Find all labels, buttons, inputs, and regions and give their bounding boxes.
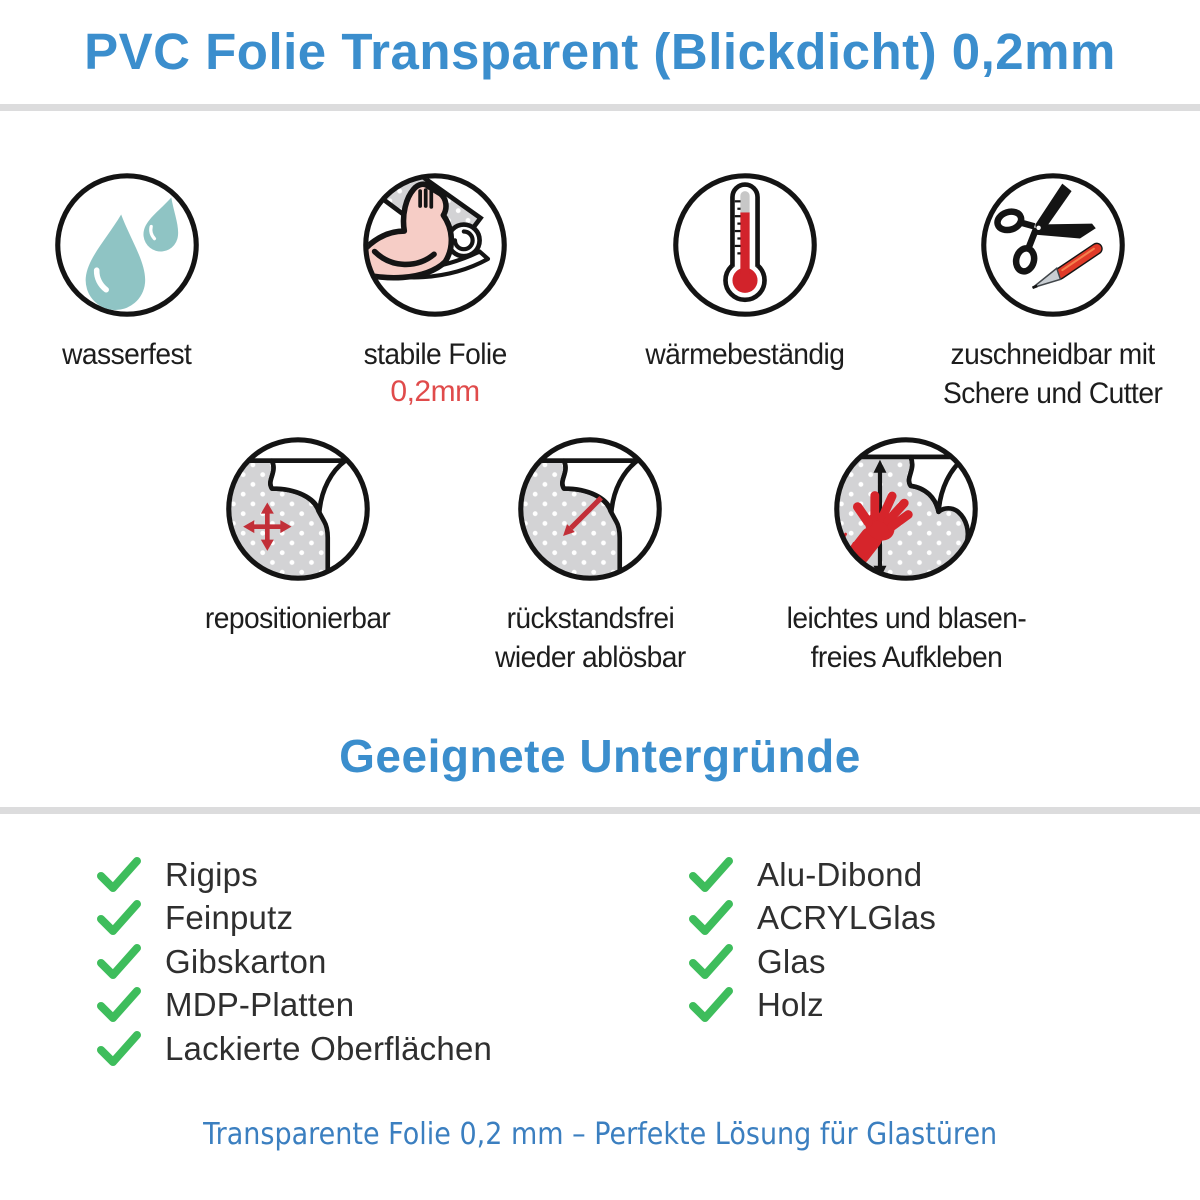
list-item-label: Holz <box>757 986 824 1024</box>
feature-label: wasserfest <box>62 338 192 371</box>
list-item <box>96 1027 492 1071</box>
list-item <box>688 897 936 941</box>
feature-heat-resistant <box>595 166 895 374</box>
feature-label: wärmebeständig <box>645 338 845 371</box>
list-item-label: Lackierte Oberflächen <box>165 1029 493 1067</box>
feature-sublabel: 0,2mm <box>390 375 480 408</box>
feature-label: repositionierbar <box>205 602 391 635</box>
checkmark-icon <box>96 855 142 895</box>
list-item-label: Gibskarton <box>165 942 327 980</box>
checkmark-icon <box>688 898 734 938</box>
list-item-label: Feinputz <box>165 899 294 937</box>
list-item <box>96 853 492 897</box>
list-item-label: Rigips <box>165 855 258 893</box>
list-item <box>96 940 492 984</box>
feature-stable-foil <box>285 166 585 410</box>
water-drops-icon <box>48 166 206 324</box>
foil-peel-icon <box>511 430 669 588</box>
feature-repositionable <box>148 430 448 638</box>
divider-top <box>0 104 1200 111</box>
foil-reposition-icon <box>219 430 377 588</box>
list-item-label: Glas <box>757 942 826 980</box>
checkmark-icon <box>688 985 734 1025</box>
feature-label: stabile Folie <box>363 338 507 371</box>
checkmark-icon <box>688 942 734 982</box>
checkmark-icon <box>96 1029 142 1069</box>
list-item <box>96 984 492 1028</box>
list-item-label: Alu-Dibond <box>757 855 923 893</box>
substrates-column-right <box>688 853 936 1027</box>
muscle-foil-icon <box>356 166 514 324</box>
checkmark-icon <box>96 942 142 982</box>
feature-label: zuschneidbar mit Schere und Cutter <box>943 338 1163 410</box>
list-item-label: ACRYLGlas <box>757 899 937 937</box>
list-item <box>96 897 492 941</box>
feature-bubble-free <box>756 430 1056 677</box>
foil-apply-hand-icon <box>827 430 985 588</box>
feature-label: leichtes und blasen- freies Aufkleben <box>786 602 1026 674</box>
substrates-heading: Geeignete Untergründe <box>339 730 861 782</box>
feature-label: rückstandsfrei wieder ablösbar <box>494 602 686 674</box>
substrates-column-left <box>96 853 492 1071</box>
scissors-cutter-icon <box>974 166 1132 324</box>
list-item-label: MDP-Platten <box>165 986 355 1024</box>
divider-middle <box>0 807 1200 814</box>
feature-cuttable <box>903 166 1200 413</box>
feature-residue-free <box>440 430 740 677</box>
page-title: PVC Folie Transparent (Blickdicht) 0,2mm <box>84 23 1116 80</box>
feature-waterproof <box>0 166 277 374</box>
list-item <box>688 984 936 1028</box>
checkmark-icon <box>688 855 734 895</box>
checkmark-icon <box>96 898 142 938</box>
thermometer-icon <box>666 166 824 324</box>
list-item <box>688 940 936 984</box>
list-item <box>688 853 936 897</box>
checkmark-icon <box>96 985 142 1025</box>
footer-tagline: Transparente Folie 0,2 mm – Perfekte Lösung für Glastüren <box>202 1117 998 1152</box>
